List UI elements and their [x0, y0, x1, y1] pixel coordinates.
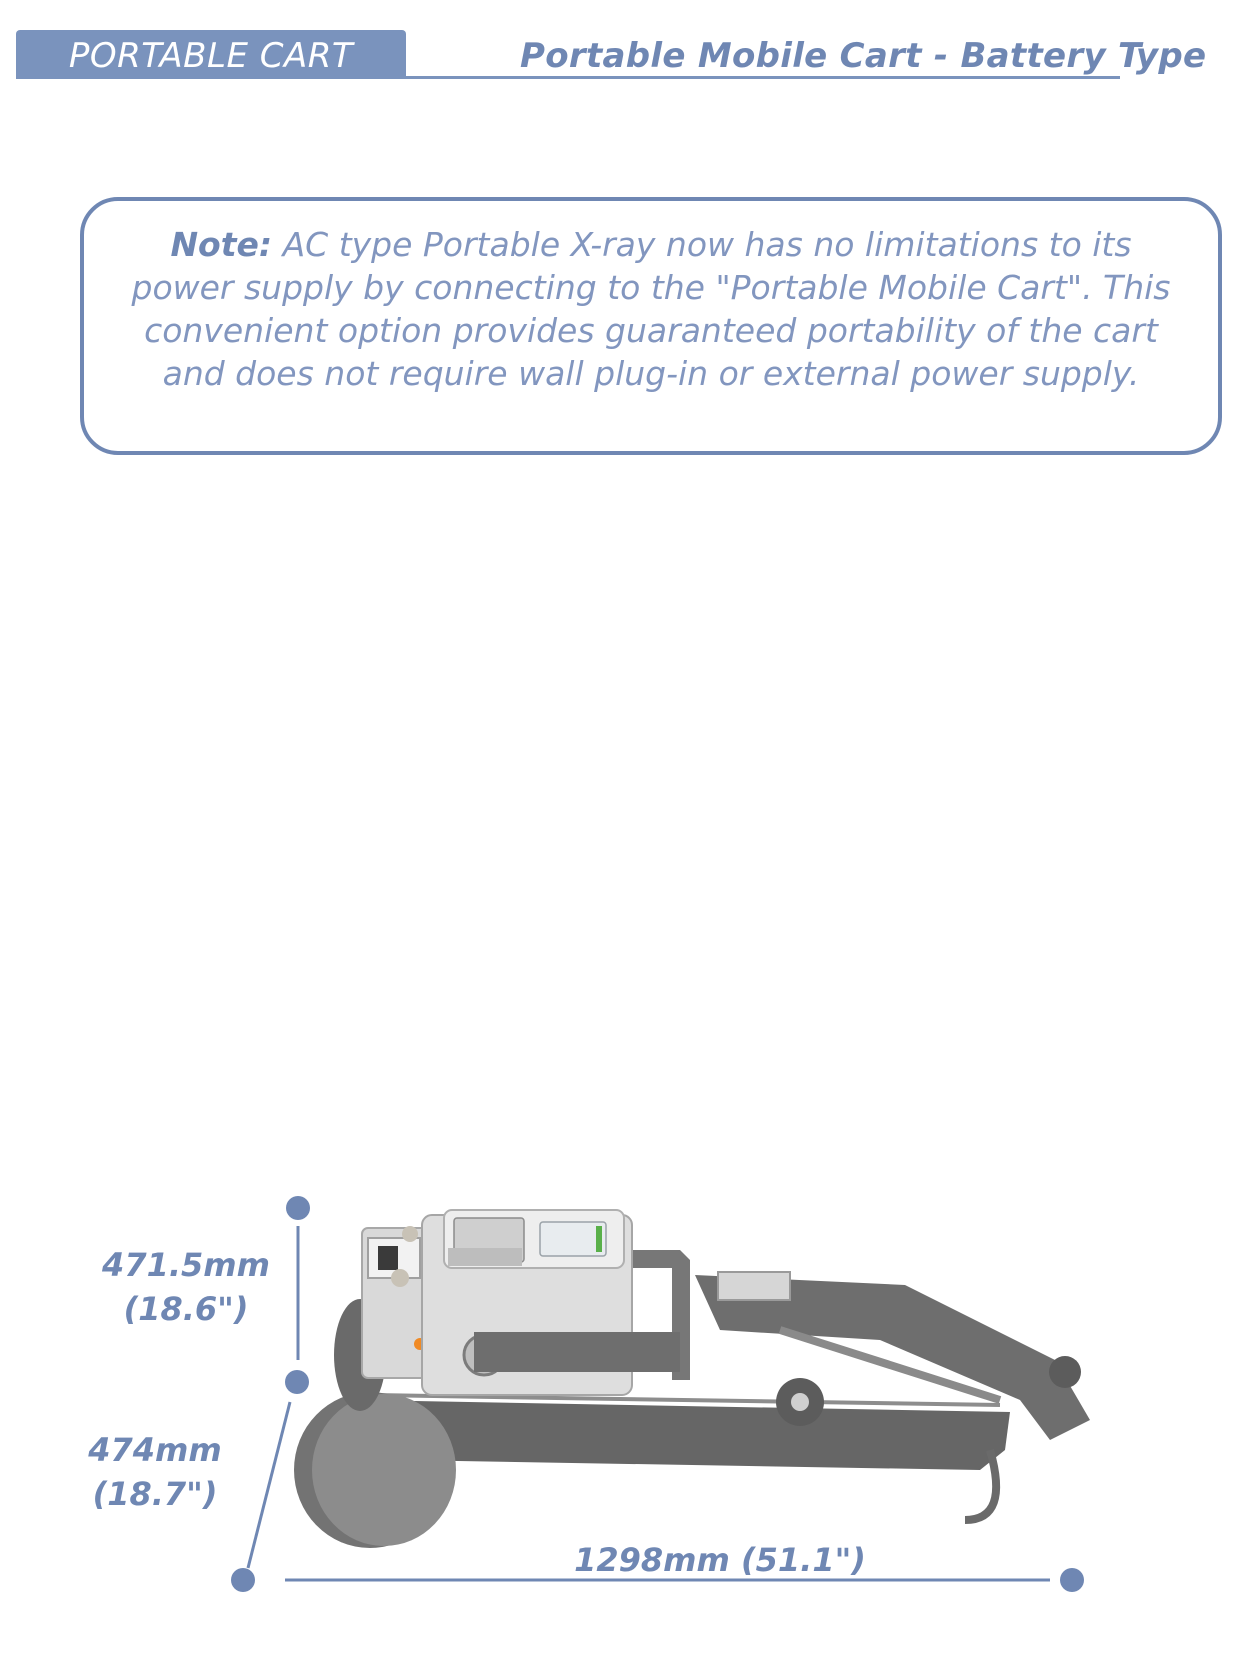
marker-top — [286, 1196, 310, 1220]
cart-illustration — [294, 1210, 1090, 1548]
height-lower-in: (18.7") — [92, 1475, 218, 1513]
height-upper-in: (18.6") — [123, 1290, 249, 1328]
height-upper-label — [96, 1243, 276, 1331]
section-tab-label: PORTABLE CART — [68, 36, 354, 76]
marker-middle — [285, 1370, 309, 1394]
marker-bottom-right — [1060, 1568, 1084, 1592]
height-lower-label — [80, 1428, 230, 1516]
header-rule — [16, 76, 1120, 79]
note-text: AC type Portable X-ray now has no limitations to its power supply by connecting to the "Portable Mobile Cart". This convenient option provides guaranteed portability of the cart and does not require wall plug-in or external power supply. — [131, 225, 1171, 393]
length-label: 1298mm (51.1") — [574, 1541, 866, 1579]
page-title: Portable Mobile Cart - Battery Type — [520, 36, 1207, 76]
height-lower-mm: 474mm — [88, 1431, 222, 1469]
height-upper-mm: 471.5mm — [102, 1246, 270, 1284]
note-box — [80, 197, 1222, 455]
section-tab — [16, 30, 406, 78]
note-label: Note: — [170, 225, 273, 264]
marker-bottom-left — [231, 1568, 255, 1592]
